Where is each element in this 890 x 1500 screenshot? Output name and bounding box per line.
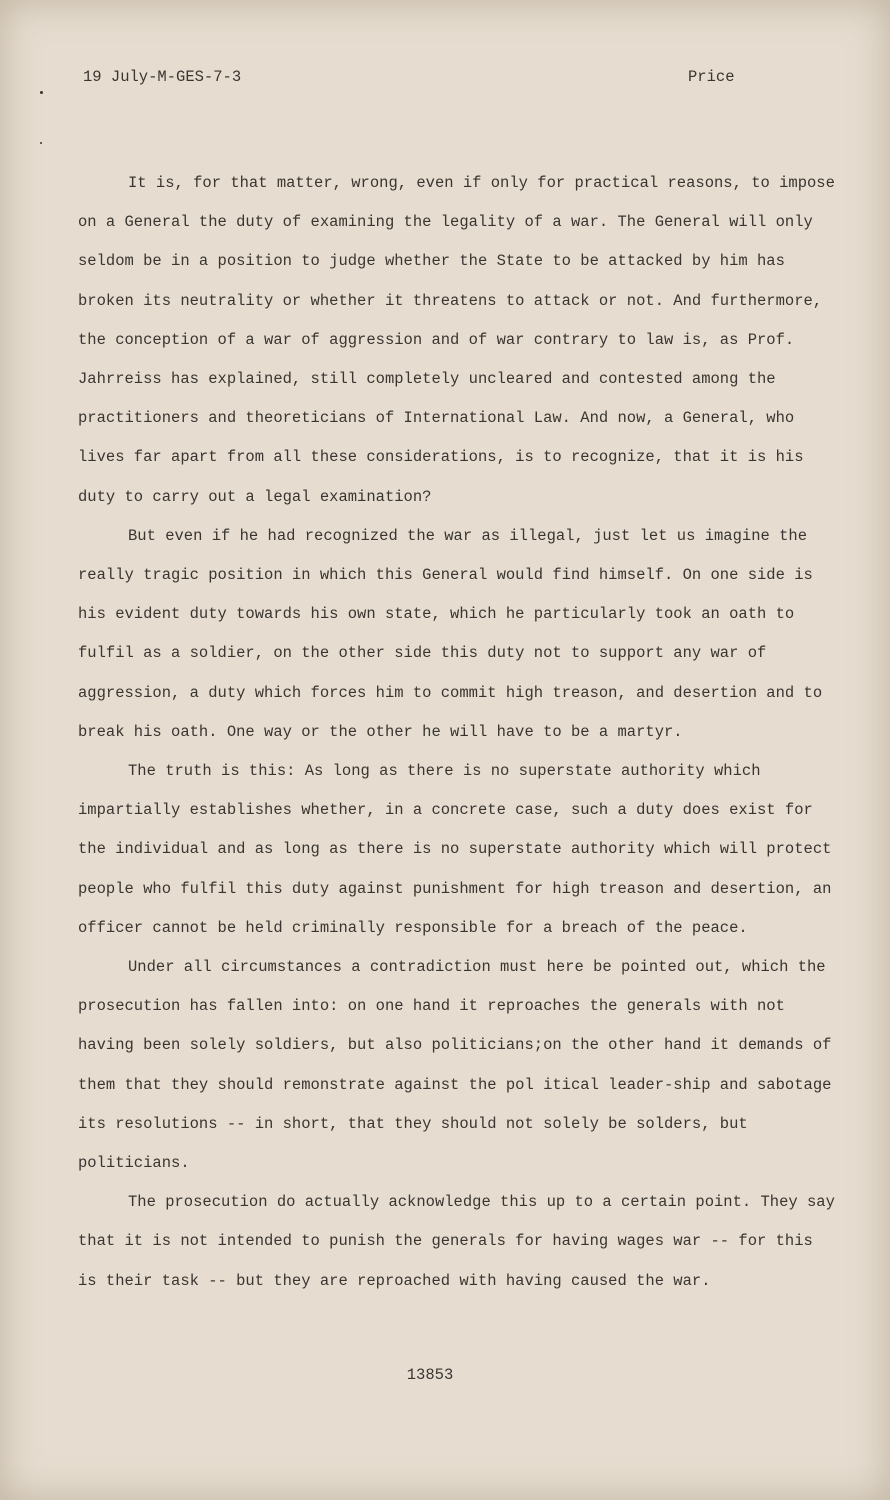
document-body [78, 164, 838, 1301]
paragraph: Under all circumstances a contradiction must here be pointed out, which the prosecution has fallen into: on one hand it reproaches the generals with not having been solely soldiers, but also politicians;on the other hand it demands of them that they should remonstrate against the pol itical leader-ship and sabotage its resolutions -- in short, that they should not solely be solders, but politicians. [78, 958, 832, 1173]
ink-speck [40, 91, 43, 94]
ink-speck [40, 142, 42, 144]
page-number: 13853 [406, 1366, 454, 1384]
document-reference: 19 July-M-GES-7-3 [83, 68, 242, 86]
paragraph: The truth is this: As long as there is no superstate authority which impartially establishes whether, in a concrete case, such a duty does exist for the individual and as long as there is no superstate authority which will protect people who fulfil this duty against punishment for high treason and desertion, an officer cannot be held criminally responsible for a breach of the peace. [78, 762, 832, 937]
paragraph: But even if he had recognized the war as illegal, just let us imagine the really tragic position in which this General would find himself. On one side is his evident duty towards his own state, which he particularly took an oath to fulfil as a soldier, on the other side this duty not to support any war of aggression, a duty which forces him to commit high treason, and desertion and to break his oath. One way or the other he will have to be a martyr. [78, 526, 823, 741]
paragraph: It is, for that matter, wrong, even if only for practical reasons, to impose on a General the duty of examining the legality of a war. The General will only seldom be in a position to judge whether the State to be attacked by him has broken its neutrality or whether it threatens to attack or not. And furthermore, the conception of a war of aggression and of war contrary to law is, as Prof. Jahrreiss has explained, still completely uncleared and contested among the practitioners and theoreticians of International Law. And now, a General, who lives far apart from all these considerations, is to recognize, that it is his duty to carry out a legal examination? [78, 174, 835, 506]
speaker-name: Price [688, 68, 735, 86]
paragraph: The prosecution do actually acknowledge this up to a certain point. They say that it is not intended to punish the generals for having wages war -- for this is their task -- but they are reproached with having caused the war. [78, 1193, 835, 1290]
